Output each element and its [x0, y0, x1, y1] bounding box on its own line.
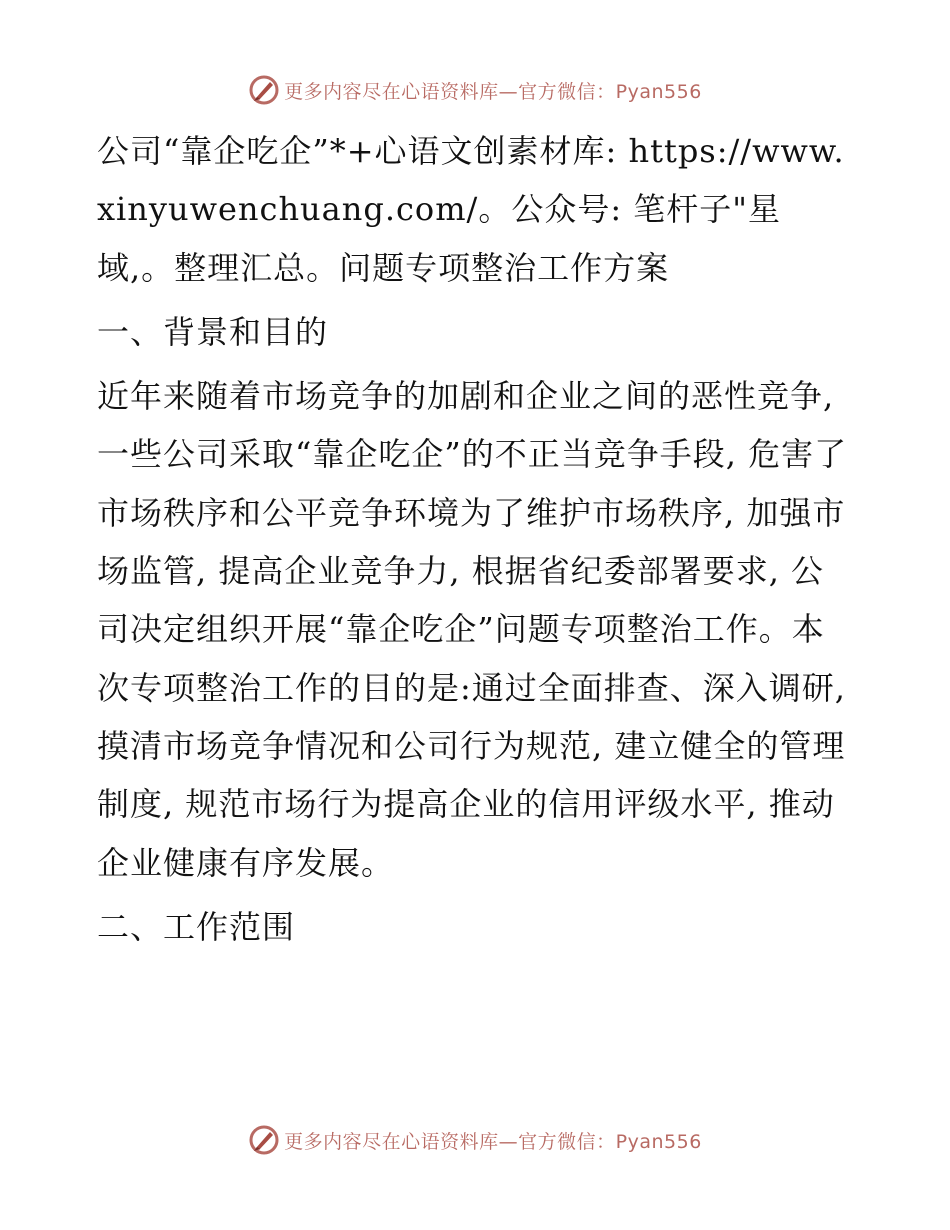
section-heading-background: 一、背景和目的: [97, 312, 329, 351]
watermark-text: 更多内容尽在心语资料库—官方微信：Pyan556: [284, 80, 702, 103]
document-intro: 公司“靠企吃企”*+心语文创素材库: https://www.xinyuwenchuang.com/。公众号: 笔杆子"星域,。整理汇总。问题专项整治工作方案: [97, 132, 845, 287]
header-watermark-banner: [0, 72, 950, 108]
quill-circle-icon: [248, 1124, 280, 1156]
watermark-text: 更多内容尽在心语资料库—官方微信：Pyan556: [284, 1130, 702, 1153]
document-body: [97, 122, 857, 956]
quill-circle-icon: [248, 74, 280, 106]
section-heading-scope: 二、工作范围: [97, 907, 296, 946]
section-body-background: 近年来随着市场竞争的加剧和企业之间的恶性竞争, 一些公司采取“靠企吃企”的不正当竞争手段, 危害了市场秩序和公平竞争环境为了维护市场秩序, 加强市场监管, 提高企业竞争力, 根据省纪委部署要求, 公司决定组织开展“靠企吃企”问题专项整治工作。本次专项整治工作的目的是:通过全面排查、深入调研, 摸清市场竞争情况和公司行为规范, 建立健全的管理制度, 规范市场行为提高企业的信用评级水平, 推动企业健康有序发展。: [97, 377, 848, 882]
footer-watermark-banner: [0, 1122, 950, 1158]
